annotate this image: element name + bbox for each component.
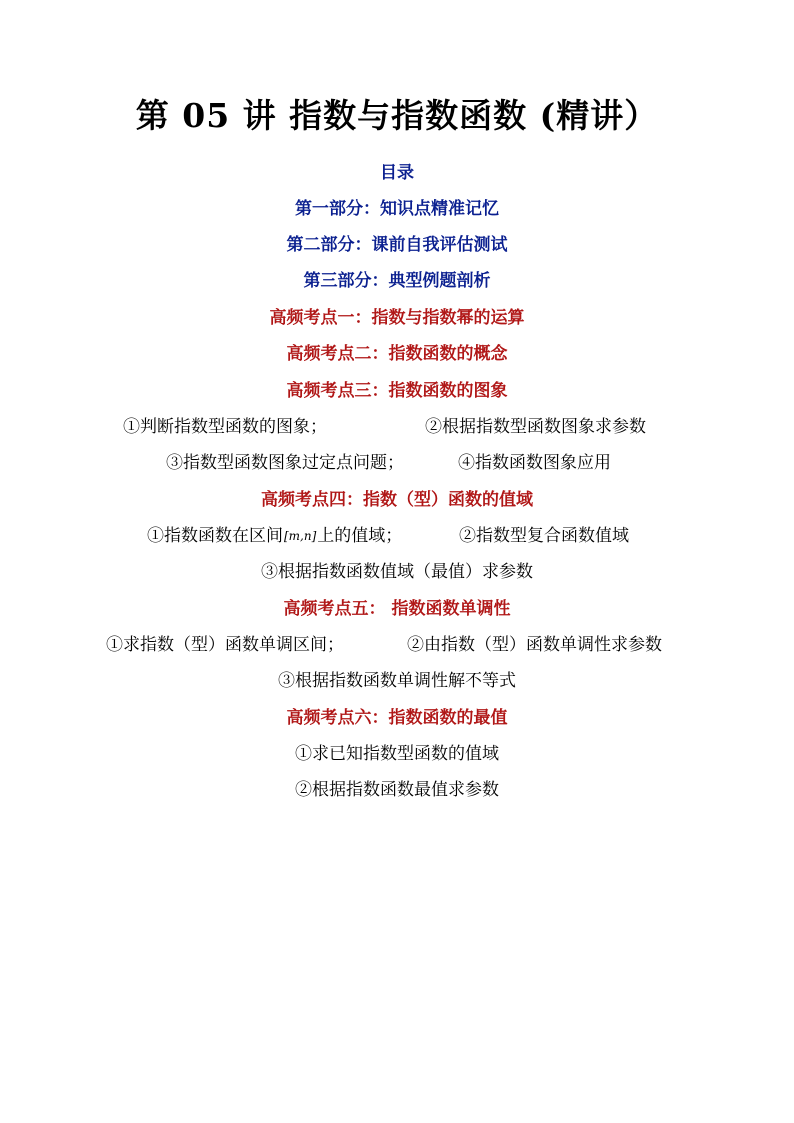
toc-heading: 目录 <box>380 163 414 183</box>
topic-3-item-4: ④指数函数图象应用 <box>458 453 611 473</box>
topic-4-item-1-prefix: ①指数函数在区间 <box>147 526 283 546</box>
toc-part-1: 第一部分：知识点精准记忆 <box>295 199 499 219</box>
toc-topic-3: 高频考点三：指数函数的图象 <box>286 381 508 401</box>
toc-topic-6: 高频考点六：指数函数的最值 <box>286 708 508 728</box>
topic-4-row-1 <box>0 525 794 547</box>
toc-topic-2: 高频考点二：指数函数的概念 <box>286 344 508 364</box>
interval-m-n: [m,n] <box>284 529 317 543</box>
topic-5-row-1 <box>0 634 794 656</box>
page-title: 第 05 讲 指数与指数函数 (精讲） <box>135 96 659 135</box>
topic-5-item-3: ③根据指数函数单调性解不等式 <box>278 671 516 691</box>
topic-3-row-1 <box>0 416 794 438</box>
topic-6-item-2: ②根据指数函数最值求参数 <box>295 780 499 800</box>
topic-6-item-1: ①求已知指数型函数的值域 <box>295 744 499 764</box>
toc-part-3: 第三部分：典型例题剖析 <box>303 271 491 291</box>
topic-3-item-1: ①判断指数型函数的图象； <box>123 417 327 437</box>
topic-3-item-2: ②根据指数型函数图象求参数 <box>425 417 646 437</box>
toc-topic-1: 高频考点一：指数与指数幂的运算 <box>269 308 525 328</box>
topic-4-item-1-suffix: 上的值域； <box>317 526 403 546</box>
topic-4-item-3: ③根据指数函数值域（最值）求参数 <box>261 562 533 582</box>
topic-3-item-3: ③指数型函数图象过定点问题； <box>166 453 404 473</box>
topic-4-item-2: ②指数型复合函数值域 <box>459 526 629 546</box>
topic-5-item-1: ①求指数（型）函数单调区间； <box>106 635 344 655</box>
topic-5-item-2: ②由指数（型）函数单调性求参数 <box>407 635 662 655</box>
toc-topic-5: 高频考点五： 指数函数单调性 <box>283 599 511 619</box>
toc-topic-4: 高频考点四：指数（型）函数的值域 <box>261 490 533 510</box>
topic-3-row-2 <box>0 452 794 474</box>
toc-part-2: 第二部分：课前自我评估测试 <box>286 235 508 255</box>
topic-4-item-1 <box>147 525 402 547</box>
